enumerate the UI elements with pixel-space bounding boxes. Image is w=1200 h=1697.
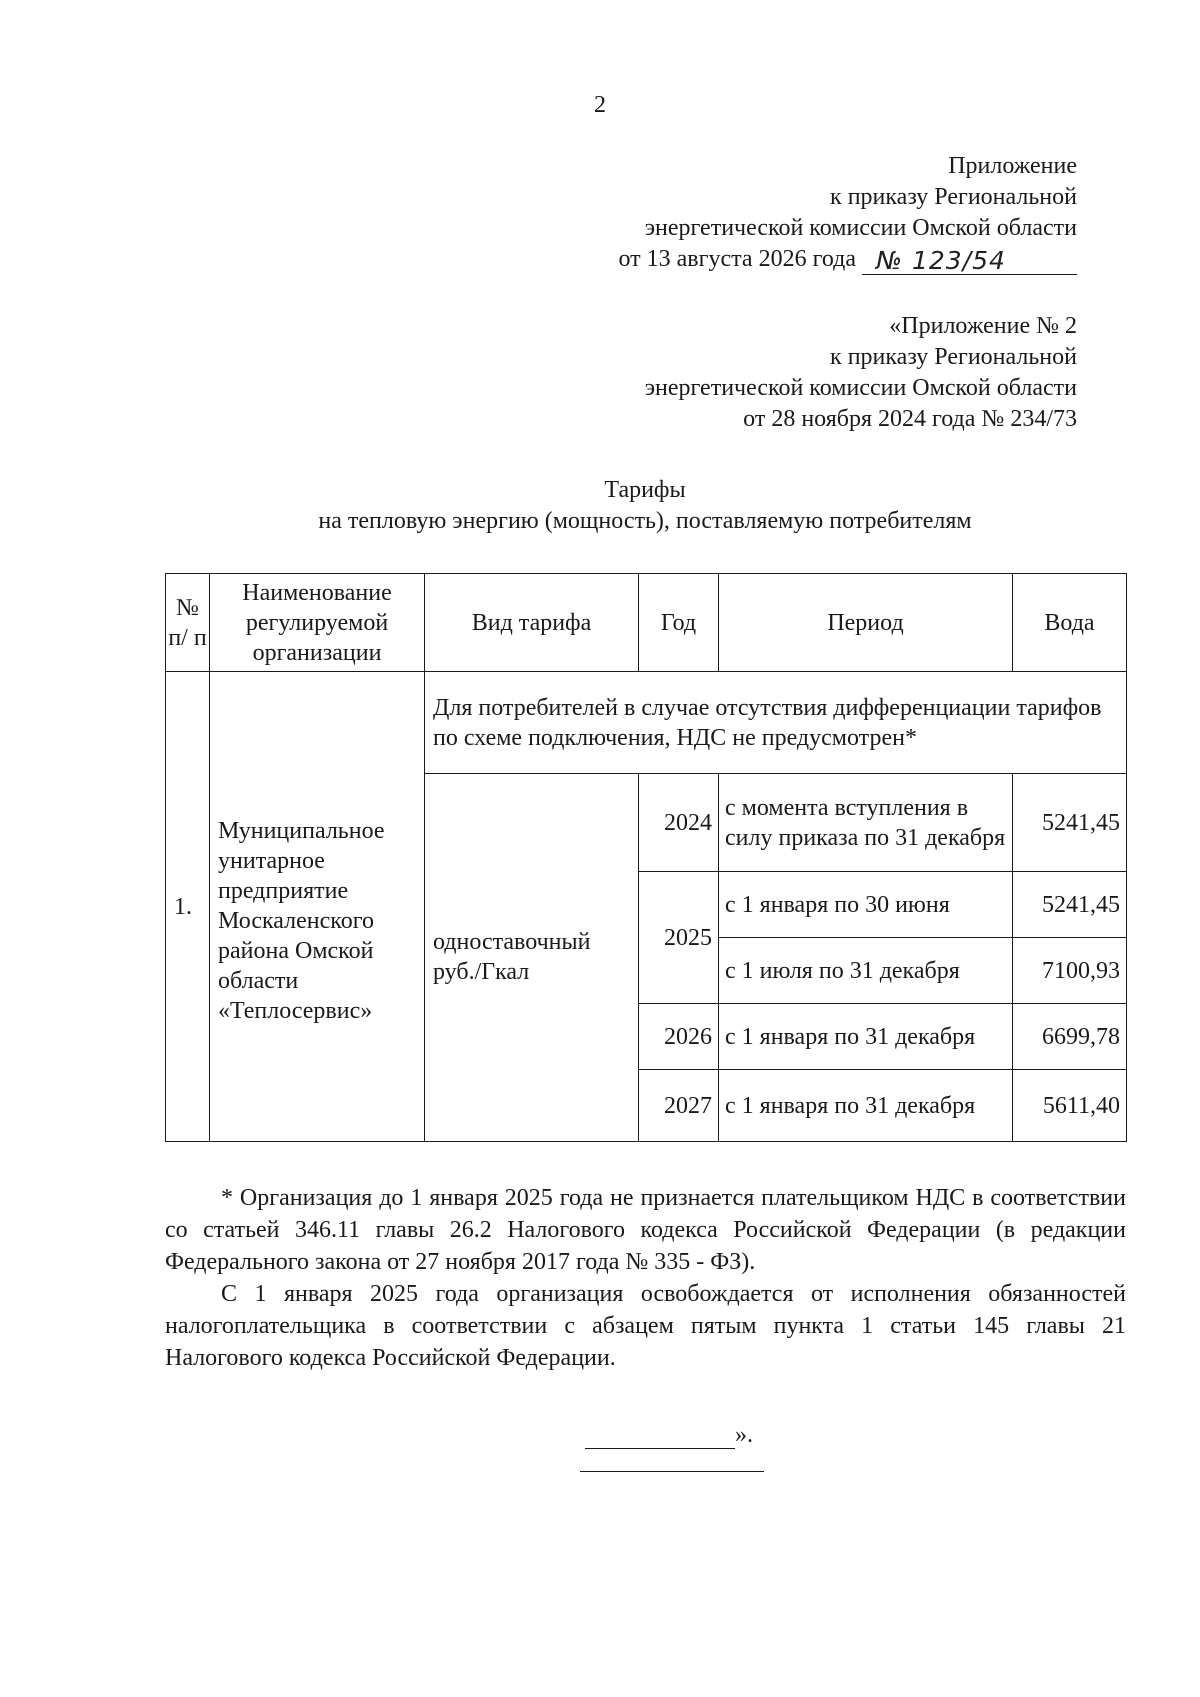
year-cell: 2026 — [639, 1004, 719, 1070]
table-row — [166, 672, 1127, 774]
appendix-current-line2: к приказу Региональной — [830, 184, 1077, 210]
appendix-current — [618, 151, 1077, 275]
document-title — [45, 475, 1200, 537]
appendix-previous-line3: энергетической комиссии Омской области — [644, 375, 1077, 401]
period-cell: с 1 января по 31 декабря — [719, 1004, 1013, 1070]
period-cell: с 1 января по 30 июня — [719, 872, 1013, 938]
order-date: от 13 августа 2026 года — [618, 246, 856, 272]
title-subtitle: на тепловую энергию (мощность), поставляемую потребителям — [318, 508, 972, 534]
header-tariff-type: Вид тарифа — [425, 574, 639, 672]
tariff-type: одноставочный руб./Гкал — [425, 774, 639, 1142]
closing-quote: ». — [735, 1422, 753, 1448]
organization-name: Муниципальное унитарное предприятие Москаленского района Омской области «Теплосервис» — [210, 672, 425, 1142]
closing-blank-line — [585, 1424, 735, 1449]
year-cell: 2025 — [639, 872, 719, 1004]
water-value: 5241,45 — [1013, 774, 1127, 872]
appendix-previous-line4: от 28 ноября 2024 года № 234/73 — [743, 406, 1077, 432]
period-cell: с 1 января по 31 декабря — [719, 1070, 1013, 1142]
appendix-previous — [645, 311, 1077, 435]
water-value: 5241,45 — [1013, 872, 1127, 938]
header-period: Период — [719, 574, 1013, 672]
page-number: 2 — [594, 92, 606, 118]
consumer-note: Для потребителей в случае отсутствия дифференциации тарифов по схеме подключения, НДС не предусмотрен* — [425, 672, 1127, 774]
tariffs-table — [165, 573, 1127, 1142]
footnote-paragraph-2: С 1 января 2025 года организация освобождается от исполнения обязанностей налогоплательщика в соответствии с абзацем пятым пункта 1 статьи 145 главы 21 Налогового кодекса Российской Федерации. — [165, 1281, 1126, 1371]
water-value: 7100,93 — [1013, 938, 1127, 1004]
header-year: Год — [639, 574, 719, 672]
header-water: Вода — [1013, 574, 1127, 672]
appendix-previous-line2: к приказу Региональной — [830, 344, 1077, 370]
appendix-current-line3: энергетической комиссии Омской области — [644, 215, 1077, 241]
appendix-current-line1: Приложение — [948, 153, 1077, 179]
appendix-current-line4 — [618, 244, 1077, 275]
handwritten-order-number: № 123/54 — [862, 248, 1077, 275]
row-number: 1. — [166, 672, 210, 1142]
title-main: Тарифы — [604, 477, 686, 503]
period-cell: с 1 июля по 31 декабря — [719, 938, 1013, 1004]
appendix-previous-line1: «Приложение № 2 — [889, 313, 1077, 339]
period-cell: с момента вступления в силу приказа по 31 декабря — [719, 774, 1013, 872]
water-value: 5611,40 — [1013, 1070, 1127, 1142]
year-cell: 2024 — [639, 774, 719, 872]
footnote-paragraph-1: * Организация до 1 января 2025 года не признается плательщиком НДС в соответствии со статьей 346.11 главы 26.2 Налогового кодекса Российской Федерации (в редакции Федерального закона от 27 ноября 2017 года № 335 - ФЗ). — [165, 1185, 1126, 1275]
year-cell: 2027 — [639, 1070, 719, 1142]
bottom-rule — [580, 1471, 764, 1472]
header-organization: Наименование регулируемой организации — [210, 574, 425, 672]
table-header-row — [166, 574, 1127, 672]
closing-line — [585, 1422, 753, 1449]
header-num: № п/ п — [166, 574, 210, 672]
footnote — [165, 1182, 1126, 1374]
water-value: 6699,78 — [1013, 1004, 1127, 1070]
